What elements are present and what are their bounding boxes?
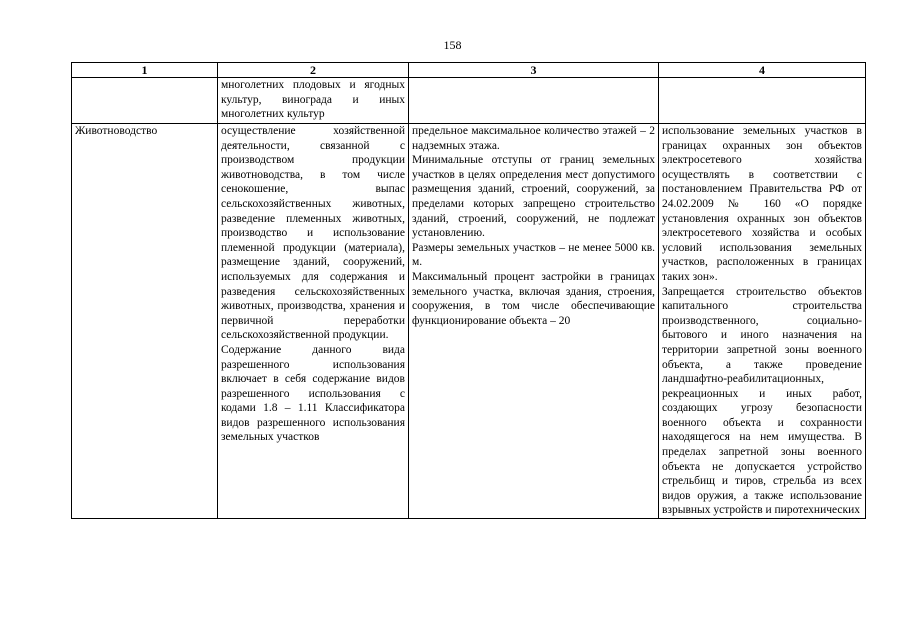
continuation-row <box>72 78 866 124</box>
column-header-2: 2 <box>218 63 409 78</box>
table-row-livestock <box>72 124 866 519</box>
parameters-paragraph-3: Размеры земельных участков – не менее 5000 кв. м. <box>412 241 655 269</box>
continuation-cell-3 <box>409 78 659 124</box>
column-header-4: 4 <box>659 63 866 78</box>
restrictions-paragraph-2: Запрещается строительство объектов капитального строительства производственного, социально-бытового и иного назначения на территории запретной зоны военного объекта, а также проведение ландшафтно-реабилитационных, рекреационных и иных работ, создающих угрозу безопасности военного объекта и сохранности находящегося на нем имущества. В пределах запретной зоны военного объекта не допускается устройство стрельбищ и тиров, стрельба из всех видов оружия, а также использование взрывных устройств и пиротехнических <box>662 285 862 517</box>
description-paragraph-1: осуществление хозяйственной деятельности, связанной с производством продукции животноводства, в том числе сенокошение, выпас сельскохозяйственных животных, разведение племенных животных, производство и использование племенной продукции (материала), размещение зданий, сооружений, используемых для содержания и разведения сельскохозяйственных животных, производства, хранения и первичной переработки сельскохозяйственной продукции. <box>221 125 405 342</box>
parameters-paragraph-2: Минимальные отступы от границ земельных участков в целях определения мест допустимого размещения зданий, строений, сооружений, за пределами которых запрещено строительство зданий, строений, сооружений, не подлежат установлению. <box>412 154 655 240</box>
column-header-3: 3 <box>409 63 659 78</box>
description-cell <box>218 124 409 519</box>
page-number: 158 <box>443 38 462 52</box>
zoning-table <box>71 62 866 519</box>
restrictions-cell <box>659 124 866 519</box>
parameters-paragraph-1: предельное максимальное количество этажей – 2 надземных этажа. <box>412 125 655 152</box>
parameters-paragraph-4: Максимальный процент застройки в границах земельного участка, включая здания, строения, сооружения, в том числе обеспечивающие функционирование объекта – 20 <box>412 270 655 327</box>
description-paragraph-2: Содержание данного вида разрешенного использования включает в себя содержание видов разрешенного использования с кодами 1.8 – 1.11 Классификатора видов разрешенного использования земельных участков <box>221 343 405 444</box>
land-use-type-cell: Животноводство <box>72 124 218 519</box>
parameters-cell <box>409 124 659 519</box>
continuation-cell-2: многолетних плодовых и ягодных культур, винограда и иных многолетних культур <box>218 78 409 124</box>
column-header-1: 1 <box>72 63 218 78</box>
continuation-cell-1 <box>72 78 218 124</box>
continuation-cell-4 <box>659 78 866 124</box>
header-row <box>72 63 866 78</box>
restrictions-paragraph-1: использование земельных участков в границах охранных зон объектов электросетевого хозяйства осуществлять в соответствии с постановлением Правительства РФ от 24.02.2009 № 160 «О порядке установления охранных зон объектов электросетевого хозяйства и особых условий использования земельных участков, расположенных в границах таких зон». <box>662 125 862 283</box>
